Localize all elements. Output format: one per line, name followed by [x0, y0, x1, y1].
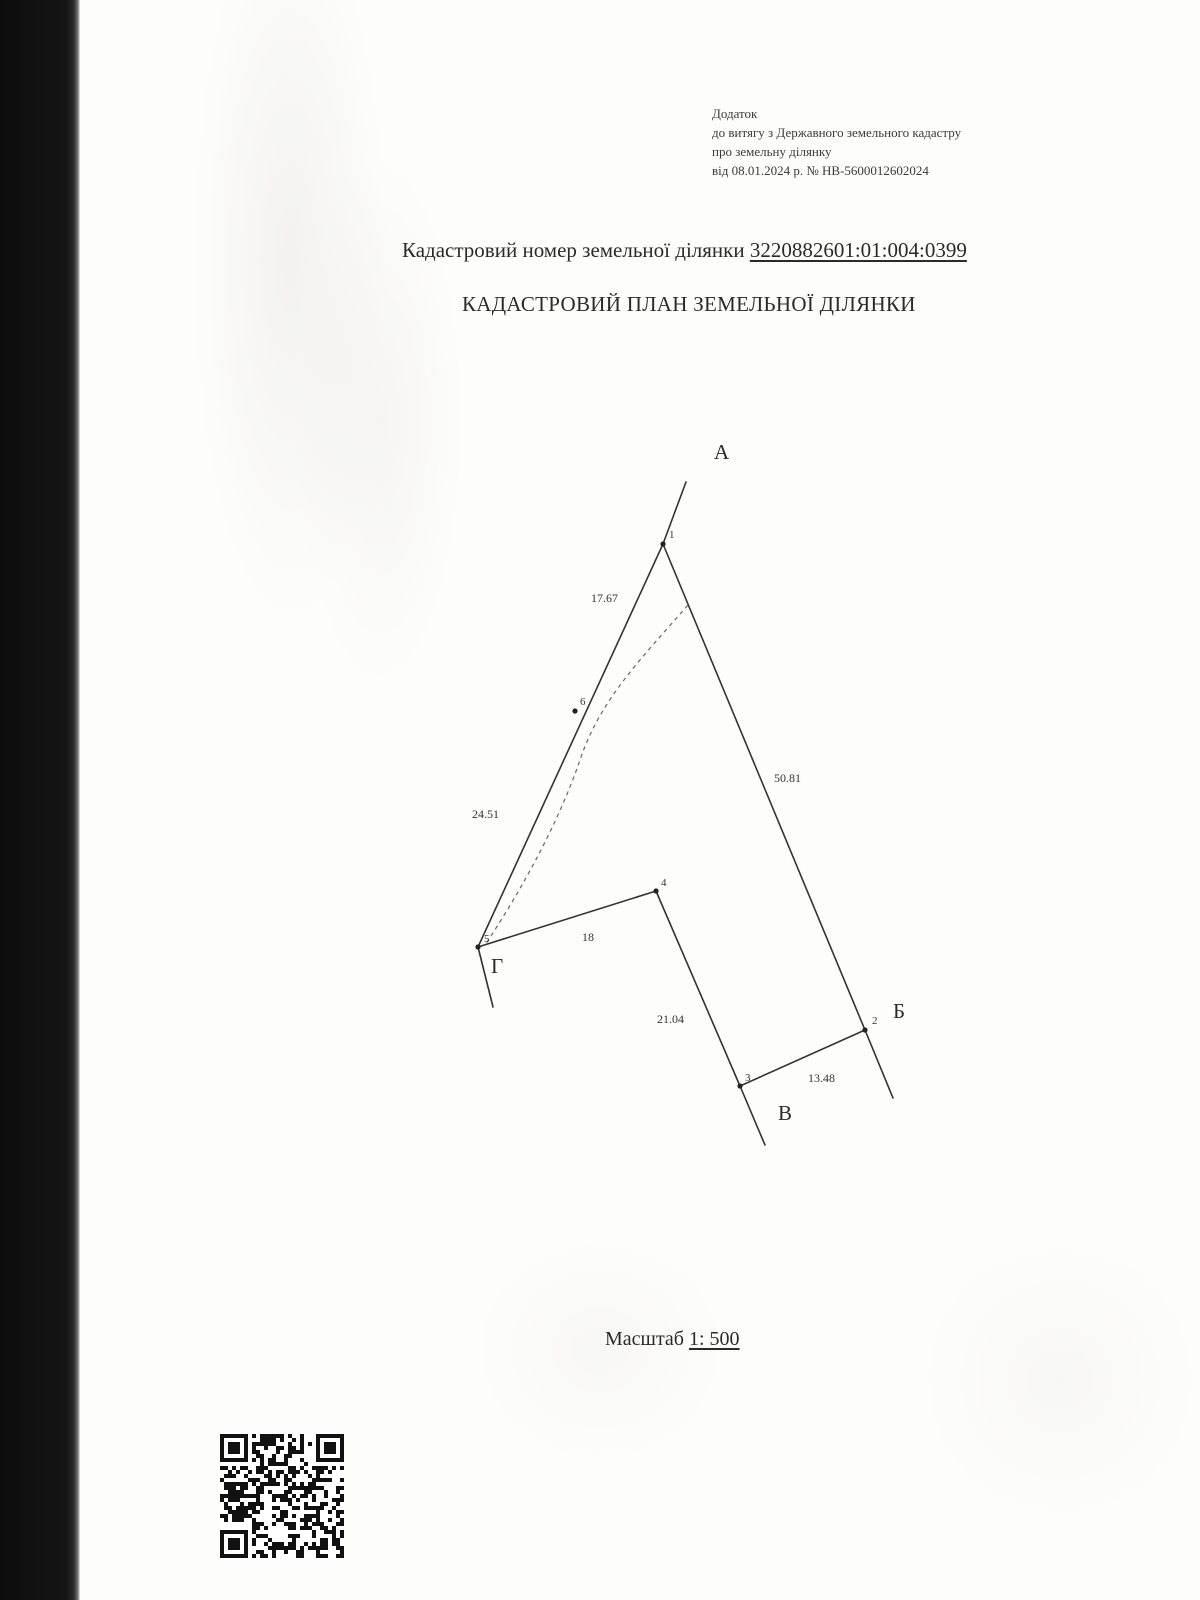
neighbor-label-g: Г: [491, 954, 504, 978]
segment-length-3-4: 21.04: [657, 1012, 684, 1026]
appendix-line-1: Додаток: [712, 106, 758, 121]
vertex-number-3: 3: [745, 1072, 751, 1084]
boundary-line-4-5: [478, 891, 656, 947]
document-title: КАДАСТРОВИЙ ПЛАН ЗЕМЕЛЬНОЇ ДІЛЯНКИ: [462, 292, 916, 316]
neighbor-label-a: А: [714, 440, 730, 464]
vertex-number-2: 2: [872, 1015, 878, 1027]
scale-label: Масштаб: [605, 1328, 684, 1350]
vertex-marker-6: [572, 708, 577, 713]
segment-length-1-2: 50.81: [774, 771, 801, 785]
vertex-number-4: 4: [661, 877, 667, 889]
neighbor-a-extension-line: [663, 482, 686, 544]
boundary-line-3-4: [656, 891, 740, 1086]
appendix-line-2: до витягу з Державного земельного кадастру: [712, 125, 962, 140]
scale-value: 1: 500: [688, 1328, 740, 1350]
boundary-line-1-2: [663, 544, 865, 1030]
neighbor-label-b: Б: [893, 999, 906, 1023]
neighbor-v-extension-line: [740, 1086, 765, 1145]
boundary-line-1-5: [478, 544, 663, 947]
vertex-marker-5: [475, 944, 480, 949]
vertex-marker-1: [660, 541, 665, 546]
segment-length-2-3: 13.48: [808, 1071, 835, 1085]
cadastral-number-label: Кадастровий номер земельної ділянки: [402, 238, 745, 262]
boundary-line-2-3: [740, 1030, 865, 1086]
segment-length-1-6: 17.67: [591, 591, 618, 605]
vertex-marker-4: [653, 888, 658, 893]
vertex-number-6: 6: [580, 696, 586, 708]
neighbor-label-v: В: [778, 1101, 793, 1125]
neighbor-b-extension-line: [865, 1030, 893, 1098]
appendix-line-3: про земельну ділянку: [712, 144, 832, 159]
qr-code-icon: [220, 1434, 344, 1558]
segment-length-4-5: 18: [582, 930, 594, 944]
vertex-number-5: 5: [484, 933, 490, 945]
vertex-marker-3: [737, 1083, 742, 1088]
segment-length-6-5: 24.51: [472, 807, 499, 821]
cadastral-number-value: 3220882601:01:004:0399: [749, 238, 967, 262]
scale-line: [605, 1328, 740, 1351]
vertex-marker-2: [862, 1027, 867, 1032]
appendix-line-4: від 08.01.2024 р. № НВ-5600012602024: [712, 163, 929, 178]
vertex-number-1: 1: [669, 529, 675, 541]
